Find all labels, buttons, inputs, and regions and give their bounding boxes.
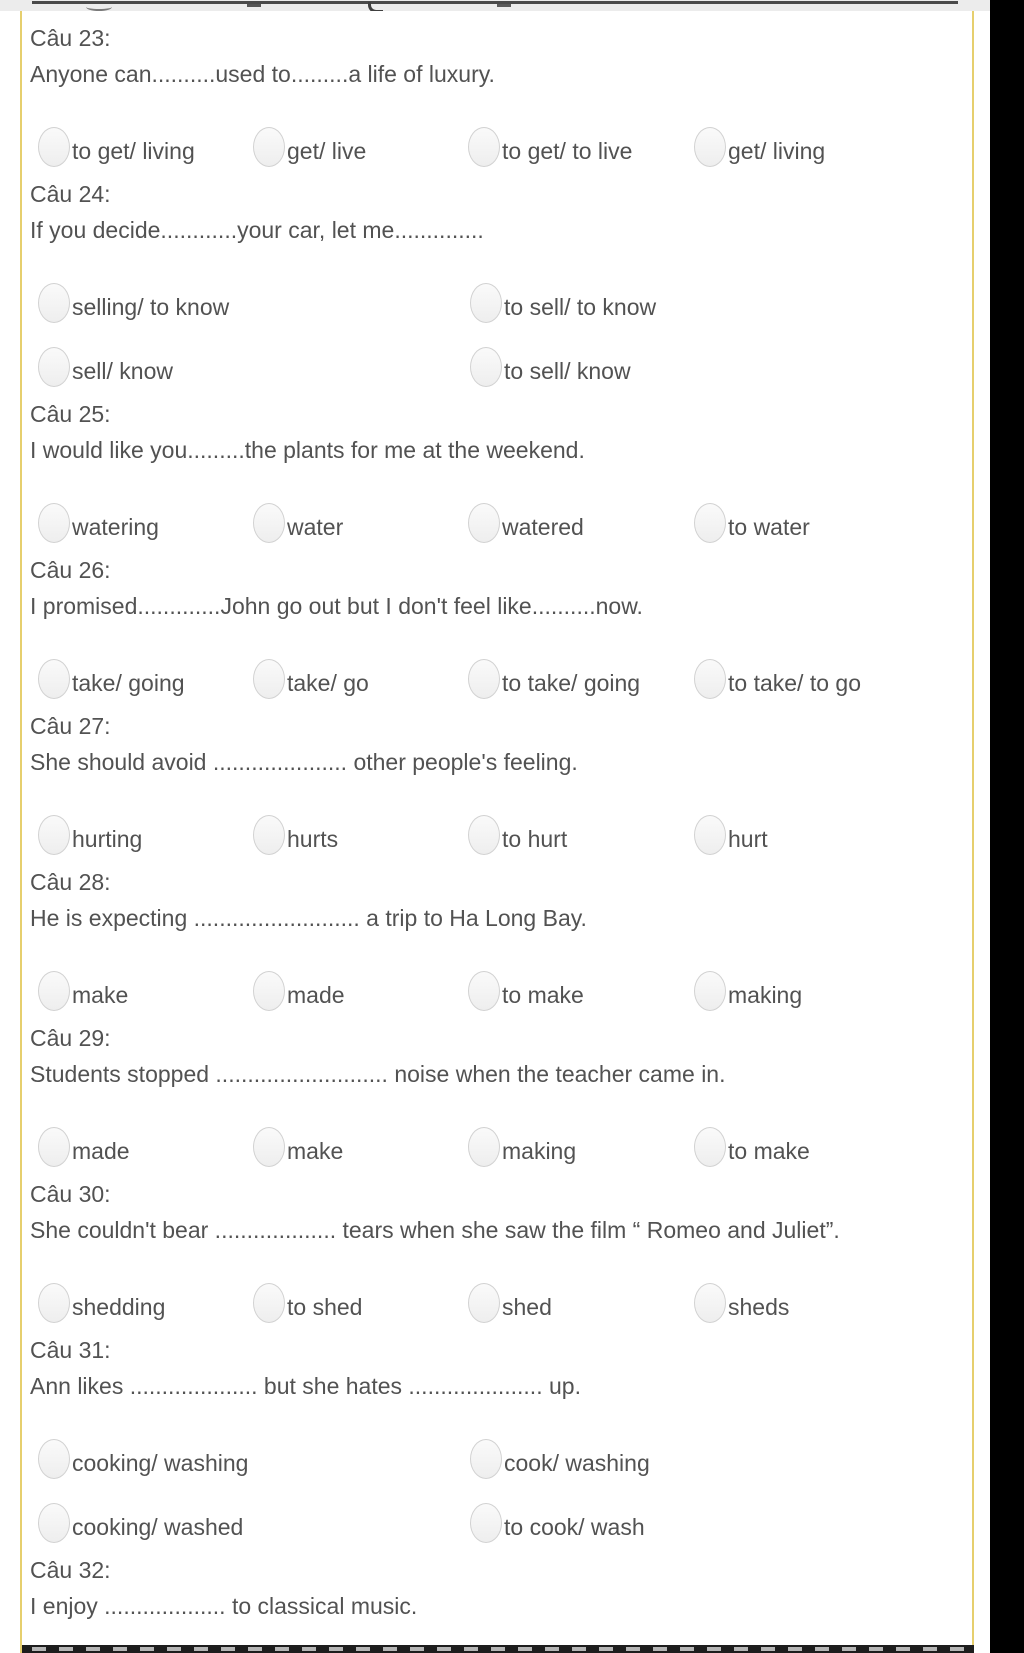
question-label: Câu 27: xyxy=(30,713,111,739)
top-clipped-content-strip xyxy=(0,0,990,11)
radio-button-icon[interactable] xyxy=(38,1439,70,1479)
option-label: cooking/ washed xyxy=(72,1513,244,1540)
option-label: get/ live xyxy=(287,137,367,164)
option[interactable] xyxy=(38,1127,253,1167)
radio-button-icon[interactable] xyxy=(694,1127,726,1167)
option[interactable] xyxy=(468,127,694,167)
radio-button-icon[interactable] xyxy=(694,1283,726,1323)
radio-button-icon[interactable] xyxy=(38,1127,70,1167)
radio-button-icon[interactable] xyxy=(694,127,726,167)
radio-button-icon[interactable] xyxy=(253,971,285,1011)
radio-button-icon[interactable] xyxy=(253,1283,285,1323)
question-sentence: He is expecting .......................... a trip to Ha Long Bay. xyxy=(30,905,587,931)
option-label: to get/ living xyxy=(72,137,195,164)
options-row xyxy=(30,971,972,1011)
question-sentence: If you decide............your car, let me.............. xyxy=(30,217,484,243)
radio-button-icon[interactable] xyxy=(694,659,726,699)
radio-button-icon[interactable] xyxy=(38,659,70,699)
option[interactable] xyxy=(468,1283,694,1323)
option[interactable] xyxy=(468,659,694,699)
option[interactable] xyxy=(694,1283,972,1323)
option-label: make xyxy=(72,981,129,1008)
option[interactable] xyxy=(468,1127,694,1167)
radio-button-icon[interactable] xyxy=(468,1283,500,1323)
options-row xyxy=(30,1127,972,1167)
option-label: shed xyxy=(502,1293,552,1320)
option[interactable] xyxy=(38,659,253,699)
option[interactable] xyxy=(694,659,972,699)
question-sentence: Ann likes .................... but she hates ..................... up. xyxy=(30,1373,581,1399)
option-label: watering xyxy=(72,513,159,540)
radio-button-icon[interactable] xyxy=(253,503,285,543)
radio-button-icon[interactable] xyxy=(253,1127,285,1167)
question-label: Câu 23: xyxy=(30,25,111,51)
option-label: to take/ to go xyxy=(728,669,861,696)
option-label: to make xyxy=(502,981,584,1008)
options-row xyxy=(30,659,972,699)
option[interactable] xyxy=(253,127,468,167)
option-label: made xyxy=(72,1137,130,1164)
option[interactable] xyxy=(694,971,972,1011)
question-label: Câu 31: xyxy=(30,1337,111,1363)
option-label: to hurt xyxy=(502,825,568,852)
question-block xyxy=(30,1167,972,1323)
question-block xyxy=(30,1543,972,1621)
radio-button-icon[interactable] xyxy=(468,815,500,855)
option[interactable] xyxy=(38,1283,253,1323)
radio-button-icon[interactable] xyxy=(694,815,726,855)
option-label: to get/ to live xyxy=(502,137,633,164)
question-block xyxy=(30,167,972,387)
option[interactable] xyxy=(694,1127,972,1167)
option-label: cooking/ washing xyxy=(72,1449,249,1476)
option-label: get/ living xyxy=(728,137,826,164)
option[interactable] xyxy=(38,283,470,323)
option[interactable] xyxy=(470,283,972,323)
radio-button-icon[interactable] xyxy=(38,1283,70,1323)
option-label: shedding xyxy=(72,1293,166,1320)
clipped-text-fragment xyxy=(247,4,261,7)
option[interactable] xyxy=(468,815,694,855)
options-grid xyxy=(30,1439,972,1543)
option-label: to sell/ to know xyxy=(504,293,657,320)
radio-button-icon[interactable] xyxy=(470,347,502,387)
radio-button-icon[interactable] xyxy=(694,971,726,1011)
radio-button-icon[interactable] xyxy=(253,127,285,167)
question-sentence: I enjoy ................... to classical music. xyxy=(30,1593,418,1619)
option-label: hurts xyxy=(287,825,339,852)
option-label: to shed xyxy=(287,1293,363,1320)
radio-button-icon[interactable] xyxy=(468,659,500,699)
clipped-radio-fragment xyxy=(86,3,112,11)
option-label: to sell/ know xyxy=(504,357,631,384)
option[interactable] xyxy=(694,127,972,167)
question-sentence: I promised.............John go out but I don't feel like..........now. xyxy=(30,593,643,619)
option-label: made xyxy=(287,981,345,1008)
option[interactable] xyxy=(38,347,470,387)
option[interactable] xyxy=(253,659,468,699)
radio-button-icon[interactable] xyxy=(38,815,70,855)
radio-button-icon[interactable] xyxy=(470,1503,502,1543)
option[interactable] xyxy=(253,971,468,1011)
options-row xyxy=(30,815,972,855)
radio-button-icon[interactable] xyxy=(470,1439,502,1479)
content-frame xyxy=(20,11,974,1653)
question-block xyxy=(30,855,972,1011)
clipped-text-fragment xyxy=(497,4,511,7)
question-label: Câu 29: xyxy=(30,1025,111,1051)
option[interactable] xyxy=(38,971,253,1011)
question-label: Câu 30: xyxy=(30,1181,111,1207)
option[interactable] xyxy=(38,503,253,543)
question-sentence: Anyone can..........used to.........a life of luxury. xyxy=(30,61,495,87)
question-block xyxy=(30,387,972,543)
radio-button-icon[interactable] xyxy=(38,503,70,543)
question-label: Câu 32: xyxy=(30,1557,111,1583)
option[interactable] xyxy=(470,1439,972,1479)
options-row xyxy=(30,503,972,543)
radio-button-icon[interactable] xyxy=(468,1127,500,1167)
option-label: making xyxy=(728,981,803,1008)
question-label: Câu 28: xyxy=(30,869,111,895)
option-label: sheds xyxy=(728,1293,790,1320)
question-block xyxy=(30,1323,972,1543)
radio-button-icon[interactable] xyxy=(468,971,500,1011)
question-sentence: Students stopped ........................... noise when the teacher came in. xyxy=(30,1061,726,1087)
radio-button-icon[interactable] xyxy=(470,283,502,323)
option-label: sell/ know xyxy=(72,357,173,384)
option-label: to water xyxy=(728,513,810,540)
option-label: cook/ washing xyxy=(504,1449,650,1476)
question-block xyxy=(30,1011,972,1167)
question-sentence: She should avoid ..................... other people's feeling. xyxy=(30,749,578,775)
question-block xyxy=(30,11,972,167)
option[interactable] xyxy=(253,1283,468,1323)
radio-button-icon[interactable] xyxy=(253,815,285,855)
option-label: to take/ going xyxy=(502,669,641,696)
option[interactable] xyxy=(253,815,468,855)
option-label: hurt xyxy=(728,825,768,852)
radio-button-icon[interactable] xyxy=(38,127,70,167)
option-label: hurting xyxy=(72,825,143,852)
option[interactable] xyxy=(694,815,972,855)
option-label: water xyxy=(287,513,344,540)
options-row xyxy=(30,127,972,167)
question-sentence: I would like you.........the plants for me at the weekend. xyxy=(30,437,585,463)
radio-button-icon[interactable] xyxy=(38,971,70,1011)
option-label: make xyxy=(287,1137,344,1164)
option[interactable] xyxy=(38,1503,470,1543)
radio-button-icon[interactable] xyxy=(38,1503,70,1543)
radio-button-icon[interactable] xyxy=(253,659,285,699)
option[interactable] xyxy=(694,503,972,543)
option[interactable] xyxy=(470,347,972,387)
question-list xyxy=(22,11,972,1621)
question-block xyxy=(30,543,972,699)
option-label: watered xyxy=(502,513,584,540)
option[interactable] xyxy=(468,503,694,543)
radio-button-icon[interactable] xyxy=(38,347,70,387)
question-label: Câu 24: xyxy=(30,181,111,207)
option[interactable] xyxy=(253,503,468,543)
clipped-line-fragment xyxy=(32,1,958,4)
option[interactable] xyxy=(38,815,253,855)
option-label: to make xyxy=(728,1137,810,1164)
clipped-dashes-fragment xyxy=(26,1647,970,1651)
question-label: Câu 25: xyxy=(30,401,111,427)
option[interactable] xyxy=(38,1439,470,1479)
option-label: making xyxy=(502,1137,577,1164)
question-label: Câu 26: xyxy=(30,557,111,583)
option[interactable] xyxy=(253,1127,468,1167)
option[interactable] xyxy=(468,971,694,1011)
option[interactable] xyxy=(38,127,253,167)
options-row xyxy=(30,1283,972,1323)
right-black-edge-column xyxy=(990,0,1024,1653)
radio-button-icon[interactable] xyxy=(38,283,70,323)
question-block xyxy=(30,699,972,855)
option-label: selling/ to know xyxy=(72,293,230,320)
option-label: take/ going xyxy=(72,669,185,696)
bottom-clipped-content-strip xyxy=(22,1645,974,1653)
options-grid xyxy=(30,283,972,387)
option[interactable] xyxy=(470,1503,972,1543)
radio-button-icon[interactable] xyxy=(468,127,500,167)
option-label: take/ go xyxy=(287,669,369,696)
option-label: to cook/ wash xyxy=(504,1513,645,1540)
radio-button-icon[interactable] xyxy=(694,503,726,543)
radio-button-icon[interactable] xyxy=(468,503,500,543)
question-sentence: She couldn't bear ................... tears when she saw the film “ Romeo and Juliet”. xyxy=(30,1217,840,1243)
